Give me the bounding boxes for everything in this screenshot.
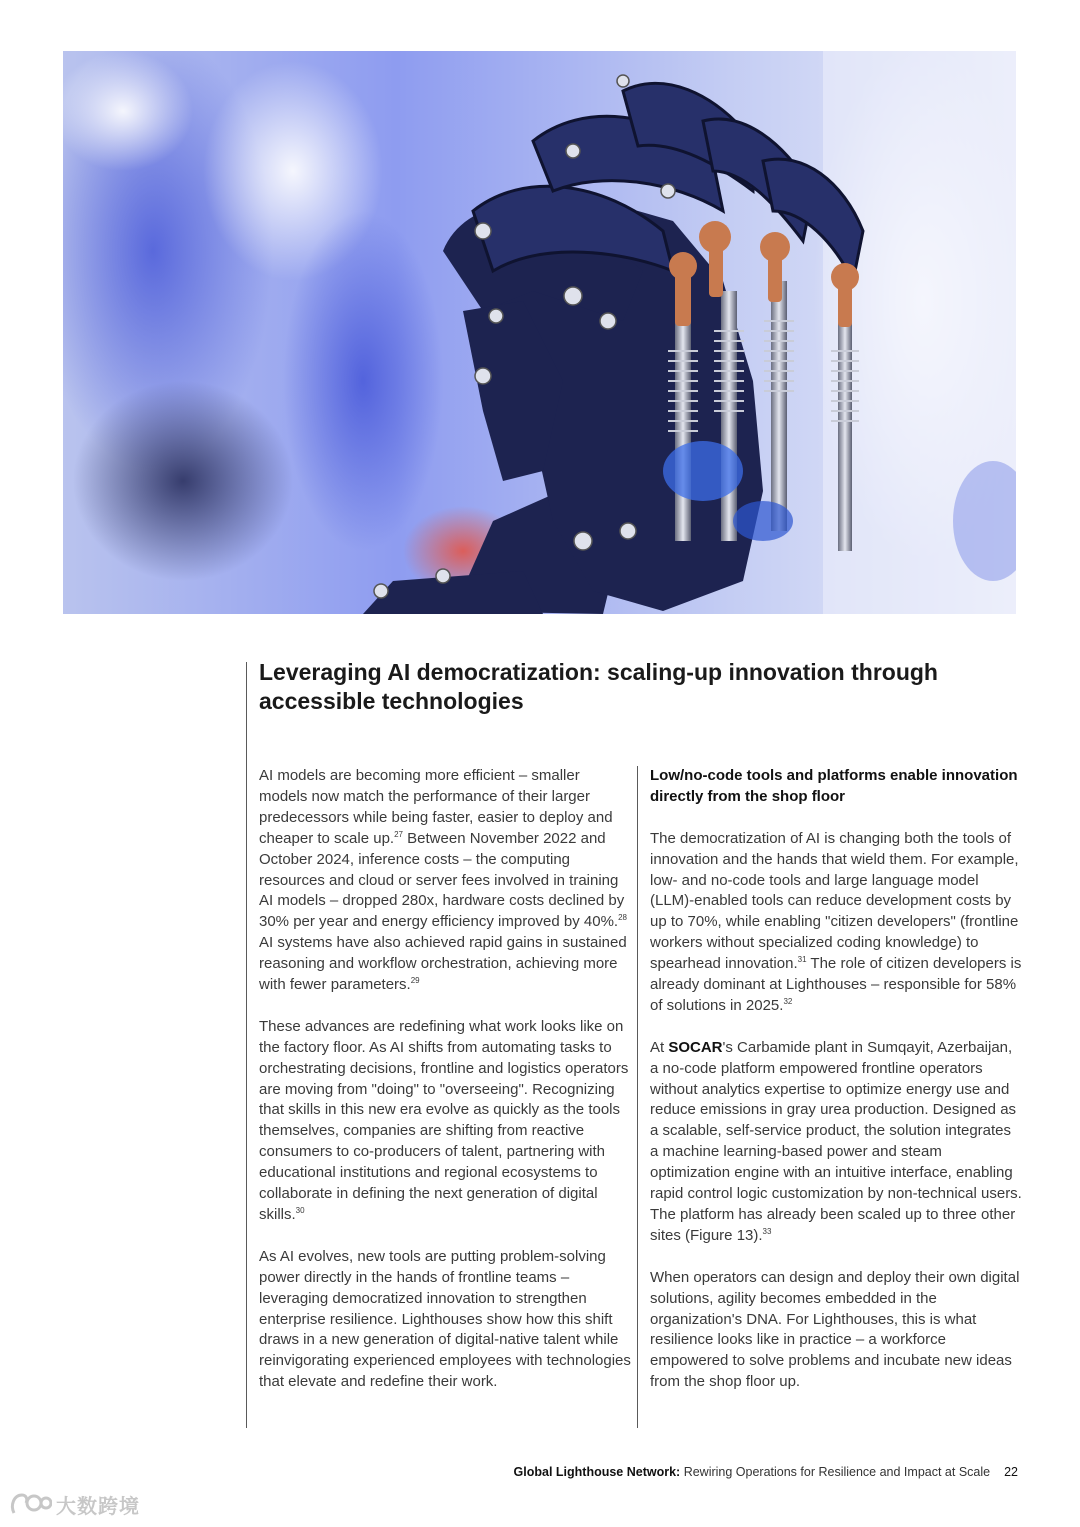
left-paragraph-3 bbox=[259, 1247, 631, 1393]
left-p3-text-a: As AI evolves, new tools are putting problem-solving power directly in the hands of frontline teams – leveraging democratized innovation to strengthen enterprise resilience. Lighthouses show how this shift draws in a new generation of digital-native talent while reinvigorating experienced employees with technologies that elevate and redefine their work. bbox=[259, 1247, 631, 1391]
left-p2-text-a: These advances are redefining what work looks like on the factory floor. As AI shifts from automating tasks to orchestrating decisions, frontline and logistics operators are moving from "doing" to "overseeing". Recognizing that skills in this new era evolve as quickly as the tools themselves, companies are shifting from reactive consumers to co-producers of talent, partnering with educational institutions and regional ecosystems to collaborate in defining the next generation of digital skills. bbox=[259, 1017, 629, 1224]
left-paragraph-2 bbox=[259, 1017, 631, 1226]
right-p1-text-b: The role of citizen developers is already dominant at Lighthouses – responsible for 58% of solutions in 2025. bbox=[650, 955, 1022, 1014]
title-rule bbox=[246, 662, 247, 1428]
left-paragraph-1 bbox=[259, 766, 631, 996]
left-p1-text-a: AI models are becoming more efficient – smaller models now match the performance of their larger predecessors while being faster, easier to deploy and cheaper to scale up. bbox=[259, 767, 613, 847]
right-p1-text-a: The democratization of AI is changing both the tools of innovation and the hands that wield them. For example, low- and no-code tools and large language model (LLM)-enabled tools can reduce development costs by up to 70%, while enabling "citizen developers" (frontline workers without specialized coding knowledge) to spearhead innovation. bbox=[650, 829, 1019, 973]
left-p1-text-b: Between November 2022 and October 2024, inference costs – the computing resources and cloud or server fees involved in training AI models – dropped 280x, hardware costs declined by 30% per year and energy efficiency improved by 40%. bbox=[259, 829, 625, 931]
page-number: 22 bbox=[1004, 1465, 1018, 1479]
footnote-ref: 29 bbox=[410, 976, 420, 986]
footnote-ref: 31 bbox=[797, 955, 807, 965]
right-paragraph-2 bbox=[650, 1038, 1022, 1247]
right-paragraph-3 bbox=[650, 1268, 1022, 1393]
footnote-ref: 33 bbox=[762, 1226, 772, 1236]
footnote-ref: 28 bbox=[618, 913, 627, 923]
right-p3-text-a: When operators can design and deploy their own digital solutions, agility becomes embedded in the organization's DNA. For Lighthouses, this is what resilience looks like in practice – a workforce empowered to solve problems and incubate new ideas from the shop floor up. bbox=[650, 1268, 1020, 1391]
footer-subtitle: Rewiring Operations for Resilience and Impact at Scale bbox=[680, 1465, 991, 1479]
article-title: Leveraging AI democratization: scaling-up innovation through accessible technologies bbox=[259, 659, 938, 714]
watermark-logo-icon bbox=[8, 1491, 52, 1519]
company-name: SOCAR bbox=[668, 1038, 723, 1056]
footnote-ref: 30 bbox=[295, 1206, 305, 1216]
watermark-text: 大数跨境 bbox=[56, 1494, 140, 1518]
footnote-ref: 32 bbox=[783, 996, 793, 1006]
right-paragraph-1 bbox=[650, 829, 1022, 1017]
footnote-ref: 27 bbox=[394, 829, 403, 839]
footer-series: Global Lighthouse Network: bbox=[513, 1465, 681, 1479]
left-column bbox=[259, 766, 631, 1414]
watermark bbox=[8, 1490, 140, 1519]
column-divider bbox=[637, 766, 638, 1428]
right-p2-text-a: 's Carbamide plant in Sumqayit, Azerbaijan, a no-code platform empowered frontline operators without analytics expertise to optimize energy use and reduce emissions in gray urea production. Designed as a scalable, self-service product, the solution integrates a machine learning-based power and steam optimization engine with an intuitive interface, enabling rapid control logic customization by non-technical users. The platform has already been scaled up to three other sites (Figure 13). bbox=[650, 1038, 1022, 1244]
right-p2-lead: At bbox=[650, 1038, 669, 1056]
page-footer bbox=[440, 1465, 1018, 1479]
robotic-hand-photo-icon bbox=[63, 51, 1016, 614]
section-heading: Low/no-code tools and platforms enable innovation directly from the shop floor bbox=[650, 767, 1018, 805]
right-column bbox=[650, 766, 1022, 1414]
hero-image bbox=[63, 51, 1016, 614]
left-p1-text-c: AI systems have also achieved rapid gains in sustained reasoning and workflow orchestration, achieving more with fewer parameters. bbox=[259, 934, 627, 994]
